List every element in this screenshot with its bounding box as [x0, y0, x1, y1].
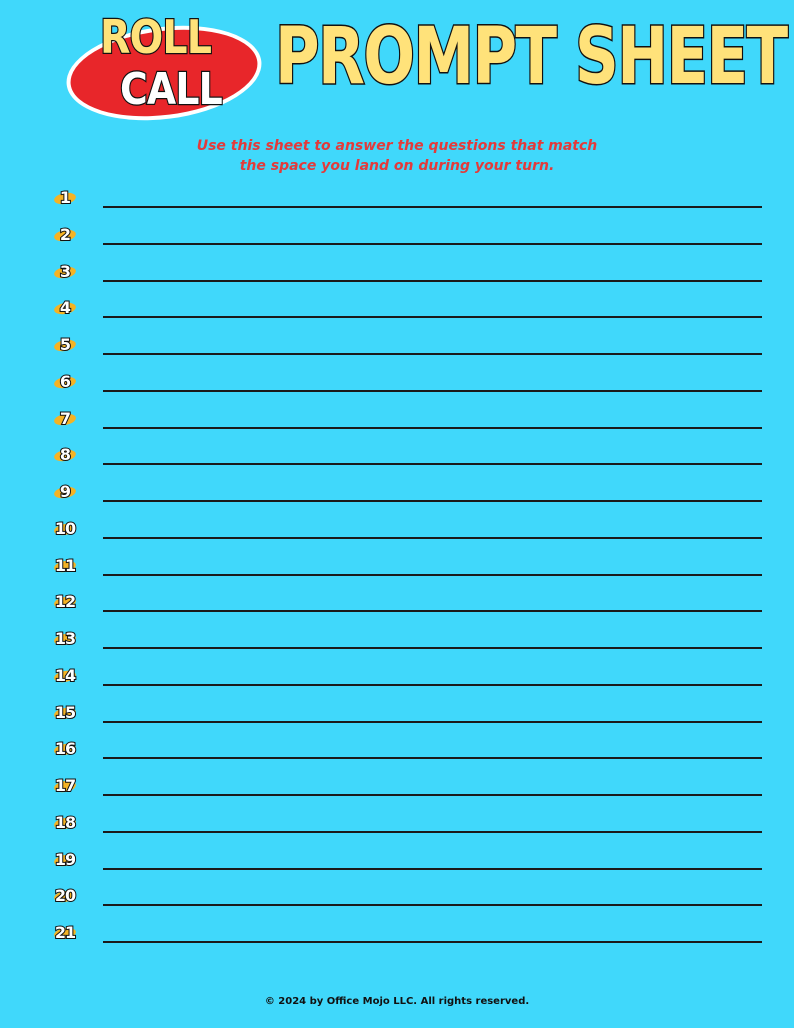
number-badge: [52, 851, 78, 869]
answer-line[interactable]: [103, 390, 762, 392]
question-number: 15: [54, 702, 76, 722]
question-number: 12: [54, 592, 76, 612]
answer-line[interactable]: [103, 647, 762, 649]
answer-row: [0, 590, 794, 627]
answer-line[interactable]: [103, 684, 762, 686]
instructions-line-1: Use this sheet to answer the questions that match: [196, 138, 598, 154]
number-badge: [52, 520, 78, 538]
number-badge: [52, 483, 78, 501]
answer-row: [0, 260, 794, 297]
instructions: [0, 136, 794, 176]
question-number: 8: [59, 445, 71, 465]
question-number: 20: [54, 886, 76, 906]
question-number: 14: [54, 665, 76, 685]
answer-line[interactable]: [103, 243, 762, 245]
answer-line[interactable]: [103, 831, 762, 833]
answer-rows: [0, 186, 794, 958]
number-badge: [52, 299, 78, 317]
number-badge: [52, 814, 78, 832]
header: [0, 0, 794, 130]
answer-line[interactable]: [103, 721, 762, 723]
answer-row: [0, 664, 794, 701]
question-number: 9: [59, 482, 71, 501]
number-badge: [52, 557, 78, 575]
answer-line[interactable]: [103, 794, 762, 796]
question-number: 4: [59, 298, 71, 318]
number-badge: [52, 373, 78, 391]
number-badge: [52, 887, 78, 905]
answer-line[interactable]: [103, 316, 762, 318]
number-badge: [52, 189, 78, 207]
question-number: 7: [59, 408, 71, 428]
roll-call-logo: [66, 10, 266, 122]
answer-row: [0, 884, 794, 921]
answer-row: [0, 701, 794, 738]
number-badge: [52, 410, 78, 428]
logo-word-roll: ROLL: [100, 10, 212, 64]
number-badge: [52, 704, 78, 722]
question-number: 19: [54, 849, 76, 869]
answer-line[interactable]: [103, 353, 762, 355]
answer-line[interactable]: [103, 757, 762, 759]
answer-line[interactable]: [103, 463, 762, 465]
answer-row: [0, 480, 794, 517]
answer-line[interactable]: [103, 427, 762, 429]
number-badge: [52, 924, 78, 942]
answer-row: [0, 627, 794, 664]
instructions-line-2: the space you land on during your turn.: [239, 158, 555, 174]
number-badge: [52, 667, 78, 685]
answer-line[interactable]: [103, 537, 762, 539]
question-number: 5: [59, 335, 71, 354]
number-badge: [52, 263, 78, 281]
question-number: 11: [54, 555, 76, 575]
answer-row: [0, 811, 794, 848]
answer-line[interactable]: [103, 574, 762, 576]
question-number: 13: [54, 629, 76, 648]
answer-line[interactable]: [103, 941, 762, 943]
question-number: 3: [59, 261, 71, 281]
answer-line[interactable]: [103, 904, 762, 906]
answer-row: [0, 407, 794, 444]
number-badge: [52, 336, 78, 354]
answer-row: [0, 223, 794, 260]
question-number: 21: [54, 923, 76, 942]
question-number: 17: [54, 776, 76, 795]
answer-row: [0, 370, 794, 407]
answer-row: [0, 333, 794, 370]
answer-row: [0, 517, 794, 554]
answer-row: [0, 921, 794, 958]
answer-row: [0, 296, 794, 333]
question-number: 2: [59, 224, 71, 244]
answer-row: [0, 554, 794, 591]
answer-line[interactable]: [103, 280, 762, 282]
answer-line[interactable]: [103, 500, 762, 502]
question-number: 16: [54, 739, 76, 759]
answer-line[interactable]: [103, 868, 762, 870]
number-badge: [52, 630, 78, 648]
copyright-footer: © 2024 by Office Mojo LLC. All rights reserved.: [264, 996, 530, 1007]
answer-row: [0, 737, 794, 774]
number-badge: [52, 777, 78, 795]
number-badge: [52, 226, 78, 244]
number-badge: [52, 593, 78, 611]
answer-row: [0, 774, 794, 811]
answer-row: [0, 848, 794, 885]
question-number: 1: [59, 188, 71, 207]
number-badge: [52, 740, 78, 758]
answer-row: [0, 443, 794, 480]
answer-row: [0, 186, 794, 223]
question-number: 6: [59, 371, 71, 391]
answer-line[interactable]: [103, 206, 762, 208]
question-number: 10: [54, 518, 76, 538]
answer-line[interactable]: [103, 610, 762, 612]
page-title: PROMPT SHEET: [275, 12, 787, 102]
logo-word-call: CALL: [120, 64, 222, 115]
number-badge: [52, 446, 78, 464]
question-number: 18: [54, 812, 76, 832]
